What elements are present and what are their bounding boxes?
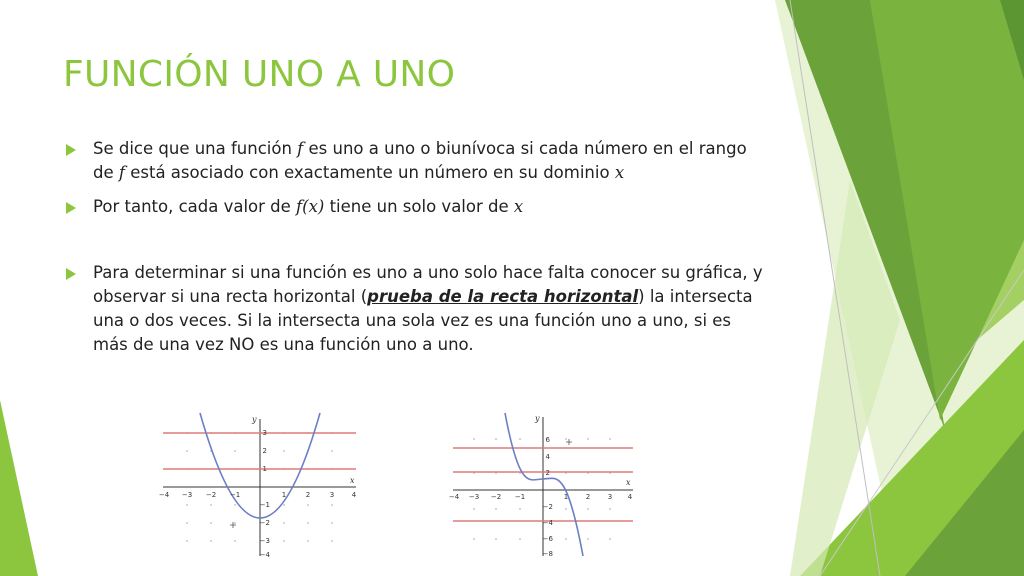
x-axis-label: x <box>350 476 355 485</box>
x-tick-label: −1 <box>229 491 241 499</box>
bullet-item <box>66 195 766 219</box>
cubic-graph <box>450 413 635 558</box>
bullet-arrow-icon <box>66 268 76 280</box>
left-corner-shape <box>0 400 38 576</box>
x-tick-label: −1 <box>514 493 526 501</box>
x-tick-label: −3 <box>181 491 193 499</box>
bullet-text: Se dice que una función 𝑓 es uno a uno o biunívoca si cada número en el rango de 𝑓 está asociado con exactamente un número en su dominio 𝑥 <box>93 139 747 182</box>
y-tick-label: 3 <box>262 429 267 437</box>
y-tick-label: 2 <box>545 469 550 477</box>
horizontal-line-test-term: prueba de la recta horizontal <box>367 287 639 306</box>
x-tick-label: 4 <box>351 491 357 499</box>
x-tick-label: −4 <box>158 491 170 499</box>
x-tick-label: 3 <box>329 491 335 499</box>
x-tick-label: 2 <box>305 491 311 499</box>
y-axis-label: y <box>535 414 540 423</box>
y-tick-label: −2 <box>259 519 270 527</box>
x-tick-label: 4 <box>627 493 633 501</box>
bullet-item <box>66 137 766 185</box>
bullet-text: Para determinar si una función es uno a uno solo hace falta conocer su gráfica, y observar si una recta horizontal (prueba de la recta horizontal) la intersecta una o dos veces. Si la intersecta una sola vez es una función uno a uno, si es más de una vez NO es una función uno a uno. <box>93 263 763 354</box>
bullet-arrow-icon <box>66 202 76 214</box>
y-tick-label: −1 <box>259 501 270 509</box>
y-tick-label: −2 <box>542 503 553 511</box>
slide-title: FUNCIÓN UNO A UNO <box>63 54 456 95</box>
y-axis-label: y <box>252 415 257 424</box>
y-tick-label: 6 <box>545 436 550 444</box>
bullet-arrow-icon <box>66 144 76 156</box>
plus-mark <box>566 439 572 445</box>
x-tick-label: −4 <box>448 493 460 501</box>
x-tick-label: −3 <box>468 493 480 501</box>
parabola-graph <box>160 413 358 558</box>
bullet-text: Por tanto, cada valor de 𝑓(𝑥) tiene un solo valor de 𝑥 <box>93 197 524 216</box>
y-tick-label: −4 <box>542 519 553 527</box>
y-tick-label: −8 <box>542 550 553 558</box>
y-tick-label: 2 <box>262 447 267 455</box>
x-tick-label: 2 <box>585 493 591 501</box>
x-tick-label: 3 <box>607 493 613 501</box>
x-tick-label: 1 <box>563 493 569 501</box>
y-tick-label: −4 <box>259 551 270 559</box>
y-tick-label: 1 <box>262 465 267 473</box>
x-tick-label: −2 <box>205 491 217 499</box>
y-tick-label: −3 <box>259 537 270 545</box>
x-axis-label: x <box>626 478 631 487</box>
y-tick-label: −6 <box>542 535 553 543</box>
bullet-item <box>66 261 766 357</box>
y-tick-label: 4 <box>545 453 550 461</box>
x-tick-label: 1 <box>281 491 287 499</box>
x-tick-label: −2 <box>490 493 502 501</box>
